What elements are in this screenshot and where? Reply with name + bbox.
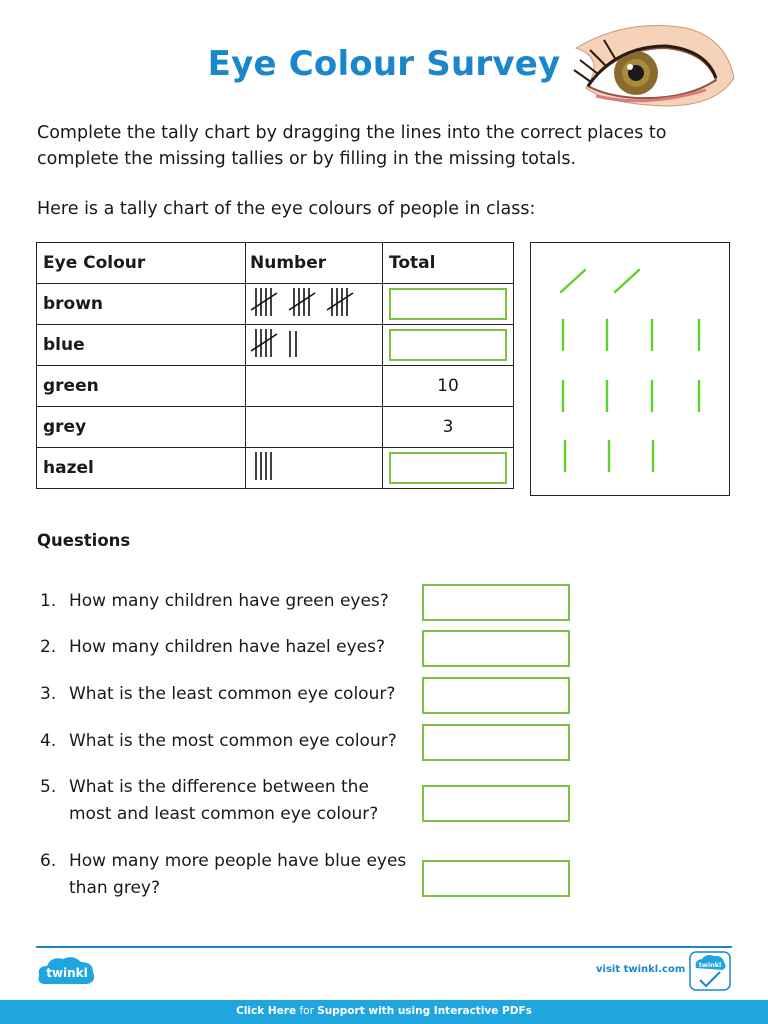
quality-badge	[688, 950, 732, 992]
total-cell-hazel	[383, 448, 514, 489]
answer-input-1[interactable]	[422, 584, 570, 621]
total-input-hazel[interactable]	[389, 452, 507, 484]
row-label-green: green	[37, 366, 246, 407]
twinkl-logo[interactable]	[37, 954, 97, 988]
total-input-brown[interactable]	[389, 288, 507, 320]
total-value-grey: 3	[383, 407, 514, 448]
answer-input-6[interactable]	[422, 860, 570, 897]
tally-marks-brown	[250, 285, 360, 319]
question-number: 1.	[40, 591, 57, 611]
question-4	[40, 728, 415, 755]
header-eye-colour: Eye Colour	[37, 243, 246, 284]
table-row	[37, 407, 514, 448]
drag-lines-box	[530, 242, 730, 496]
support-mid-text: for	[296, 1005, 318, 1017]
tally-table	[36, 242, 514, 489]
support-bar[interactable]	[0, 1000, 768, 1024]
tally-cell-green[interactable]	[246, 366, 383, 407]
visit-link[interactable]: visit twinkl.com	[596, 964, 686, 975]
answer-input-4[interactable]	[422, 724, 570, 761]
chart-intro-text: Here is a tally chart of the eye colours of people in class:	[37, 199, 536, 219]
questions-heading: Questions	[37, 531, 131, 550]
question-text: What is the least common eye colour?	[69, 684, 396, 704]
header-total: Total	[383, 243, 514, 284]
page-title: Eye Colour Survey	[207, 44, 561, 84]
table-row	[37, 366, 514, 407]
total-value-green: 10	[383, 366, 514, 407]
question-6	[40, 848, 415, 902]
answer-input-3[interactable]	[422, 677, 570, 714]
drag-line-diagonal	[561, 270, 585, 292]
eye-illustration	[566, 18, 736, 110]
tally-cell-hazel[interactable]	[246, 448, 383, 489]
question-3	[40, 681, 415, 708]
instructions-text: Complete the tally chart by dragging the lines into the correct places to complete the missing tallies or by filling in the missing totals.	[37, 123, 667, 169]
table-row	[37, 448, 514, 489]
total-cell-brown	[383, 284, 514, 325]
question-number: 5.	[40, 777, 57, 797]
question-text: What is the difference between the most and least common eye colour?	[69, 777, 379, 824]
question-text: How many more people have blue eyes than grey?	[69, 851, 407, 898]
question-2	[40, 634, 415, 661]
svg-text:twinkl: twinkl	[698, 961, 722, 969]
question-text: How many children have green eyes?	[69, 591, 389, 611]
drag-lines	[531, 243, 731, 497]
table-row	[37, 325, 514, 366]
total-input-blue[interactable]	[389, 329, 507, 361]
header-number: Number	[246, 243, 383, 284]
question-number: 6.	[40, 851, 57, 871]
question-number: 4.	[40, 731, 57, 751]
support-text: Support with using Interactive PDFs	[317, 1005, 532, 1017]
drag-line-diagonal	[615, 270, 639, 292]
table-row	[37, 284, 514, 325]
tally-marks-blue	[250, 326, 360, 360]
tally-cell-grey[interactable]	[246, 407, 383, 448]
total-cell-blue	[383, 325, 514, 366]
row-label-grey: grey	[37, 407, 246, 448]
row-label-hazel: hazel	[37, 448, 246, 489]
table-header-row	[37, 243, 514, 284]
question-1	[40, 588, 415, 615]
question-number: 2.	[40, 637, 57, 657]
footer-divider	[36, 946, 732, 948]
question-text: How many children have hazel eyes?	[69, 637, 385, 657]
row-label-brown: brown	[37, 284, 246, 325]
row-label-blue: blue	[37, 325, 246, 366]
svg-text:twinkl: twinkl	[46, 966, 88, 980]
question-text: What is the most common eye colour?	[69, 731, 397, 751]
tally-cell-blue[interactable]	[246, 325, 383, 366]
tally-cell-brown[interactable]	[246, 284, 383, 325]
answer-input-2[interactable]	[422, 630, 570, 667]
question-5	[40, 774, 415, 828]
question-number: 3.	[40, 684, 57, 704]
answer-input-5[interactable]	[422, 785, 570, 822]
support-link[interactable]: Click Here	[236, 1005, 297, 1017]
tally-marks-hazel	[250, 449, 360, 483]
